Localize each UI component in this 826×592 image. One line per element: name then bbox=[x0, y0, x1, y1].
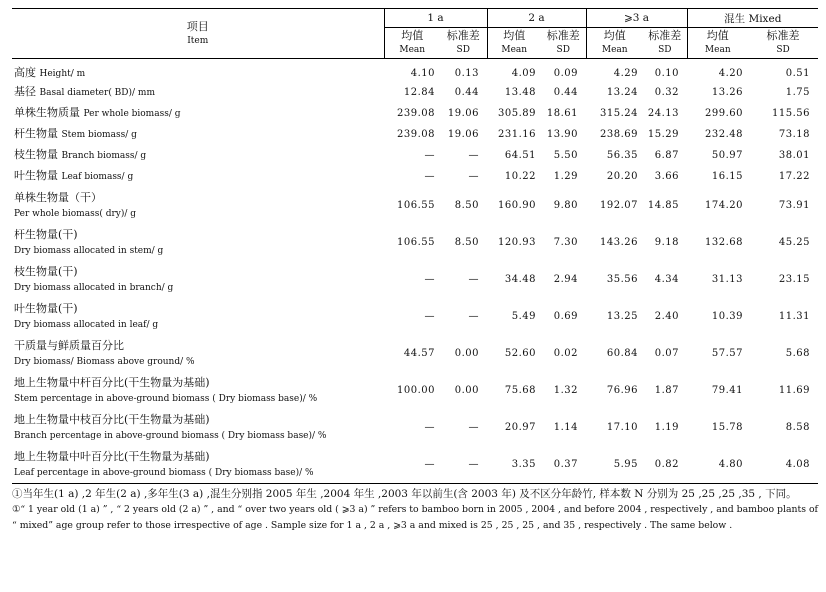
cell-value: 115.56 bbox=[772, 108, 811, 119]
cell-value: 1.75 bbox=[785, 87, 811, 98]
cell-value: 0.00 bbox=[454, 348, 479, 359]
item-header-zh: 项目 bbox=[186, 19, 209, 33]
cell-value: 31.13 bbox=[711, 274, 744, 285]
cell-value: 12.84 bbox=[403, 87, 435, 98]
row-label bbox=[12, 145, 384, 166]
sd-header: 标准差 SD bbox=[748, 28, 818, 59]
sd-header: 标准差 SD bbox=[440, 28, 487, 59]
cell-value: 4.09 bbox=[511, 68, 536, 79]
row-label-en: Basal diameter( BD)/ mm bbox=[39, 88, 155, 98]
cell-value: 2.40 bbox=[654, 311, 680, 322]
table-row bbox=[12, 298, 818, 335]
row-label-en: Per whole biomass( dry)/ g bbox=[14, 208, 137, 219]
cell-value: 20.20 bbox=[606, 171, 638, 182]
cell-value: 18.61 bbox=[546, 108, 578, 119]
cell-value: 60.84 bbox=[606, 348, 638, 359]
cell-value: 17.22 bbox=[778, 171, 811, 182]
row-label-en: Leaf percentage in above-ground biomass ( Dry biomass base)/ % bbox=[14, 467, 314, 478]
cell-value: 5.50 bbox=[553, 150, 578, 161]
row-label-en: Dry biomass allocated in branch/ g bbox=[14, 282, 174, 293]
row-label-zh: 杆生物量 bbox=[14, 127, 58, 140]
row-label-en: Branch percentage in above-ground biomass ( Dry biomass base)/ % bbox=[14, 430, 327, 441]
cell-value: 16.15 bbox=[711, 171, 744, 182]
mean-header: 均值 Mean bbox=[586, 28, 643, 59]
table-row bbox=[12, 261, 818, 298]
row-label-zh: 基径 bbox=[14, 85, 36, 98]
cell-value: 120.93 bbox=[498, 237, 536, 248]
cell-value: 13.25 bbox=[606, 311, 638, 322]
table-body bbox=[12, 59, 818, 484]
cell-value: 44.57 bbox=[403, 348, 435, 359]
cell-value: 23.15 bbox=[778, 274, 811, 285]
row-label bbox=[12, 166, 384, 187]
row-label-zh: 单株生物量（干） bbox=[14, 190, 102, 204]
cell-value: 0.51 bbox=[785, 68, 811, 79]
row-label-en: Dry biomass/ Biomass above ground/ % bbox=[14, 356, 195, 367]
cell-value: 232.48 bbox=[705, 129, 744, 140]
cell-value: 14.85 bbox=[647, 200, 680, 211]
table-row bbox=[12, 166, 818, 187]
cell-value: 35.56 bbox=[606, 274, 638, 285]
table-row bbox=[12, 103, 818, 124]
table-row bbox=[12, 145, 818, 166]
cell-value: — bbox=[468, 311, 479, 322]
cell-value: 6.87 bbox=[654, 150, 680, 161]
item-header-en: Item bbox=[187, 35, 209, 46]
cell-value: 57.57 bbox=[711, 348, 744, 359]
group-header-2a: 2 a bbox=[487, 9, 586, 28]
cell-value: 13.26 bbox=[711, 87, 744, 98]
table-row bbox=[12, 187, 818, 224]
row-label bbox=[12, 409, 384, 446]
cell-value: 52.60 bbox=[504, 348, 536, 359]
group-header-mixed: 混生 Mixed bbox=[687, 9, 818, 28]
cell-value: 0.82 bbox=[654, 459, 680, 470]
cell-value: 56.35 bbox=[606, 150, 638, 161]
row-label-en: Stem percentage in above-ground biomass ( Dry biomass base)/ % bbox=[14, 393, 318, 404]
cell-value: 24.13 bbox=[647, 108, 680, 119]
cell-value: 15.78 bbox=[711, 422, 744, 433]
row-label-zh: 叶生物量(干) bbox=[14, 301, 78, 315]
row-label bbox=[12, 82, 384, 103]
row-label bbox=[12, 372, 384, 409]
cell-value: 1.32 bbox=[553, 385, 578, 396]
sd-header: 标准差 SD bbox=[541, 28, 586, 59]
cell-value: 8.50 bbox=[454, 237, 479, 248]
cell-value: 4.08 bbox=[785, 459, 811, 470]
cell-value: 160.90 bbox=[498, 200, 536, 211]
row-label-en: Dry biomass allocated in leaf/ g bbox=[14, 319, 159, 330]
table-row bbox=[12, 59, 818, 83]
row-label-zh: 地上生物量中杆百分比(干生物量为基础) bbox=[14, 375, 210, 389]
row-label-en: Leaf biomass/ g bbox=[61, 172, 134, 182]
cell-value: 4.20 bbox=[718, 68, 744, 79]
cell-value: — bbox=[424, 311, 435, 322]
row-label bbox=[12, 261, 384, 298]
cell-value: — bbox=[468, 459, 479, 470]
cell-value: 20.97 bbox=[504, 422, 536, 433]
cell-value: 315.24 bbox=[600, 108, 638, 119]
cell-value: 13.48 bbox=[504, 87, 536, 98]
cell-value: — bbox=[468, 422, 479, 433]
row-label bbox=[12, 59, 384, 83]
row-label-zh: 杆生物量(干) bbox=[14, 227, 78, 241]
table-row bbox=[12, 335, 818, 372]
cell-value: 0.09 bbox=[553, 68, 578, 79]
row-label bbox=[12, 298, 384, 335]
cell-value: — bbox=[424, 274, 435, 285]
cell-value: 1.29 bbox=[553, 171, 578, 182]
cell-value: 305.89 bbox=[498, 108, 536, 119]
mean-header: 均值 Mean bbox=[384, 28, 440, 59]
cell-value: 13.24 bbox=[606, 87, 638, 98]
cell-value: 50.97 bbox=[711, 150, 744, 161]
cell-value: 73.91 bbox=[778, 200, 811, 211]
footnote-zh: ①当年生(1 a) ,2 年生(2 a) ,多年生(3 a) ,混生分别指 2005 年生 ,2004 年生 ,2003 年以前生(含 2003 年) 及不区分年龄竹, 样本数 N 分别为 25 ,25 ,25 ,35 , 下同。 bbox=[12, 488, 797, 500]
table-row bbox=[12, 446, 818, 484]
cell-value: 1.19 bbox=[654, 422, 680, 433]
cell-value: 11.31 bbox=[778, 311, 811, 322]
row-label-en: Height/ m bbox=[39, 69, 86, 79]
cell-value: 75.68 bbox=[504, 385, 536, 396]
row-label-zh: 地上生物量中枝百分比(干生物量为基础) bbox=[14, 412, 210, 426]
row-label bbox=[12, 446, 384, 484]
cell-value: — bbox=[424, 171, 435, 182]
cell-value: 106.55 bbox=[397, 200, 435, 211]
cell-value: 239.08 bbox=[397, 129, 435, 140]
cell-value: 38.01 bbox=[778, 150, 811, 161]
cell-value: — bbox=[424, 459, 435, 470]
cell-value: 8.58 bbox=[785, 422, 811, 433]
cell-value: 17.10 bbox=[606, 422, 638, 433]
cell-value: 231.16 bbox=[498, 129, 536, 140]
row-label-en: Dry biomass allocated in stem/ g bbox=[14, 245, 164, 256]
row-label-en: Stem biomass/ g bbox=[61, 130, 137, 140]
cell-value: 2.94 bbox=[553, 274, 578, 285]
cell-value: 0.44 bbox=[553, 87, 578, 98]
cell-value: 0.07 bbox=[654, 348, 680, 359]
table-row bbox=[12, 409, 818, 446]
row-label bbox=[12, 103, 384, 124]
row-label-zh: 干质量与鲜质量百分比 bbox=[14, 338, 124, 352]
footnote-en: ①“ 1 year old (1 a) ” , “ 2 years old (2 a) ” , and “ over two years old ( ⩾3 a) ” refers to bamboo born in 2005 , 2004 , and before 2004 , respectively , and bamboo plants of “ mixed” age group refer to those irrespective of age . Sample size for 1 a , 2 a , ⩾3 a and mixed is 25 , 25 , 25 , and 35 , respectively . The same below . bbox=[12, 504, 819, 531]
cell-value: 10.22 bbox=[504, 171, 536, 182]
cell-value: — bbox=[468, 150, 479, 161]
row-label bbox=[12, 187, 384, 224]
mean-header: 均值 Mean bbox=[487, 28, 541, 59]
cell-value: 0.00 bbox=[454, 385, 479, 396]
cell-value: 0.69 bbox=[553, 311, 578, 322]
cell-value: 19.06 bbox=[447, 108, 479, 119]
cell-value: 9.18 bbox=[654, 237, 680, 248]
cell-value: 0.44 bbox=[454, 87, 479, 98]
cell-value: 3.66 bbox=[654, 171, 680, 182]
cell-value: 106.55 bbox=[397, 237, 435, 248]
cell-value: 1.14 bbox=[553, 422, 578, 433]
cell-value: 4.10 bbox=[410, 68, 435, 79]
cell-value: — bbox=[468, 171, 479, 182]
cell-value: 5.68 bbox=[785, 348, 811, 359]
row-label-zh: 地上生物量中叶百分比(干生物量为基础) bbox=[14, 449, 210, 463]
row-label-zh: 单株生物质量 bbox=[14, 106, 80, 119]
cell-value: 19.06 bbox=[447, 129, 479, 140]
item-header bbox=[12, 9, 384, 59]
cell-value: 174.20 bbox=[705, 200, 744, 211]
cell-value: — bbox=[424, 422, 435, 433]
row-label-zh: 高度 bbox=[14, 66, 36, 79]
row-label-zh: 枝生物量(干) bbox=[14, 264, 78, 278]
cell-value: 76.96 bbox=[606, 385, 638, 396]
cell-value: — bbox=[468, 274, 479, 285]
cell-value: 238.69 bbox=[600, 129, 638, 140]
cell-value: 11.69 bbox=[778, 385, 811, 396]
cell-value: 0.37 bbox=[553, 459, 578, 470]
cell-value: 239.08 bbox=[397, 108, 435, 119]
row-label-zh: 叶生物量 bbox=[14, 169, 58, 182]
group-header-1a: 1 a bbox=[384, 9, 487, 28]
cell-value: — bbox=[424, 150, 435, 161]
table-row bbox=[12, 224, 818, 261]
cell-value: 13.90 bbox=[546, 129, 578, 140]
table-row bbox=[12, 82, 818, 103]
cell-value: 10.39 bbox=[711, 311, 744, 322]
cell-value: 5.49 bbox=[511, 311, 536, 322]
cell-value: 0.13 bbox=[454, 68, 479, 79]
cell-value: 79.41 bbox=[711, 385, 744, 396]
row-label-en: Per whole biomass/ g bbox=[83, 109, 181, 119]
table-container bbox=[12, 8, 818, 534]
cell-value: 5.95 bbox=[613, 459, 638, 470]
cell-value: 192.07 bbox=[600, 200, 638, 211]
biomass-table bbox=[12, 8, 818, 484]
cell-value: 0.02 bbox=[553, 348, 578, 359]
cell-value: 9.80 bbox=[553, 200, 578, 211]
sd-header: 标准差 SD bbox=[643, 28, 687, 59]
row-label-zh: 枝生物量 bbox=[14, 148, 58, 161]
cell-value: 7.30 bbox=[553, 237, 578, 248]
cell-value: 73.18 bbox=[778, 129, 811, 140]
cell-value: 64.51 bbox=[504, 150, 536, 161]
cell-value: 3.35 bbox=[511, 459, 536, 470]
cell-value: 299.60 bbox=[705, 108, 744, 119]
table-row bbox=[12, 124, 818, 145]
row-label bbox=[12, 124, 384, 145]
table-row bbox=[12, 372, 818, 409]
footnote bbox=[12, 486, 818, 534]
row-label bbox=[12, 224, 384, 261]
cell-value: 4.80 bbox=[718, 459, 744, 470]
cell-value: 45.25 bbox=[778, 237, 811, 248]
cell-value: 0.10 bbox=[654, 68, 680, 79]
mean-header: 均值 Mean bbox=[687, 28, 748, 59]
cell-value: 100.00 bbox=[397, 385, 435, 396]
cell-value: 34.48 bbox=[504, 274, 536, 285]
cell-value: 1.87 bbox=[654, 385, 680, 396]
cell-value: 0.32 bbox=[654, 87, 680, 98]
cell-value: 4.29 bbox=[613, 68, 638, 79]
cell-value: 4.34 bbox=[654, 274, 680, 285]
cell-value: 8.50 bbox=[454, 200, 479, 211]
row-label bbox=[12, 335, 384, 372]
cell-value: 143.26 bbox=[600, 237, 638, 248]
row-label-en: Branch biomass/ g bbox=[61, 151, 147, 161]
cell-value: 15.29 bbox=[647, 129, 680, 140]
group-header-3a: ⩾3 a bbox=[586, 9, 687, 28]
cell-value: 132.68 bbox=[705, 237, 744, 248]
